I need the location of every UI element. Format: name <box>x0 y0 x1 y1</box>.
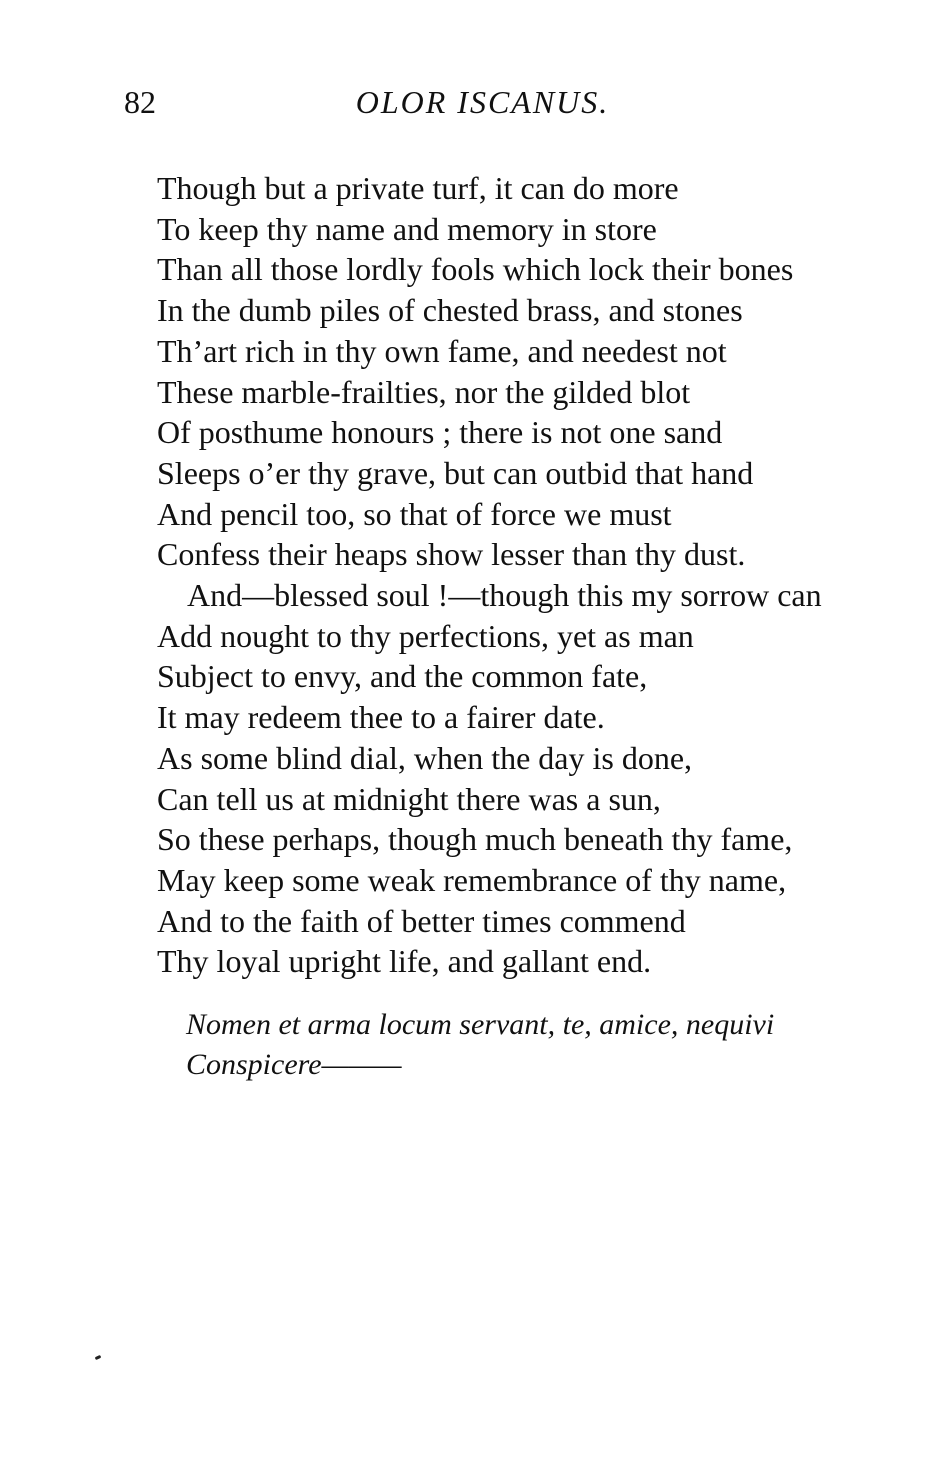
poem-line: As some blind dial, when the day is done, <box>157 739 693 776</box>
latin-epigraph <box>186 1005 926 1085</box>
poem-line: Than all those lordly fools which lock their bones <box>157 251 794 288</box>
poem-line: Thy loyal upright life, and gallant end. <box>157 943 652 980</box>
poem-line: Can tell us at midnight there was a sun, <box>157 780 661 817</box>
poem-line: Th’art rich in thy own fame, and needest not <box>157 332 727 369</box>
ink-speck <box>95 1355 102 1360</box>
poem-line: To keep thy name and memory in store <box>157 210 657 247</box>
page-number: 82 <box>124 84 156 120</box>
poem-line: Add nought to thy perfections, yet as man <box>157 617 694 654</box>
poem-line: In the dumb piles of chested brass, and stones <box>157 292 743 329</box>
poem-line: So these perhaps, though much beneath thy fame, <box>157 821 793 858</box>
poem-line: Confess their heaps show lesser than thy dust. <box>157 536 746 573</box>
poem-line: Sleeps o’er thy grave, but can outbid that hand <box>157 454 754 491</box>
poem-line: And pencil too, so that of force we must <box>157 495 672 532</box>
poem-line: And—blessed soul !—though this my sorrow can <box>187 577 822 614</box>
poem-line: It may redeem thee to a fairer date. <box>157 699 605 736</box>
epigraph-line: Nomen et arma locum servant, te, amice, nequivi <box>186 1008 775 1041</box>
running-title: OLOR ISCANUS. <box>355 84 610 120</box>
poem-line: Though but a private turf, it can do more <box>157 170 679 206</box>
poem-line: Subject to envy, and the common fate, <box>157 658 648 695</box>
epigraph-line: Conspicere——— <box>186 1048 402 1081</box>
poem-line: May keep some weak remembrance of thy name, <box>157 861 787 898</box>
poem-line: And to the faith of better times commend <box>157 902 686 939</box>
poem-line: Of posthume honours ; there is not one sand <box>157 414 723 451</box>
poem-body <box>157 168 917 982</box>
poem-line: These marble-frailties, nor the gilded blot <box>157 373 691 410</box>
